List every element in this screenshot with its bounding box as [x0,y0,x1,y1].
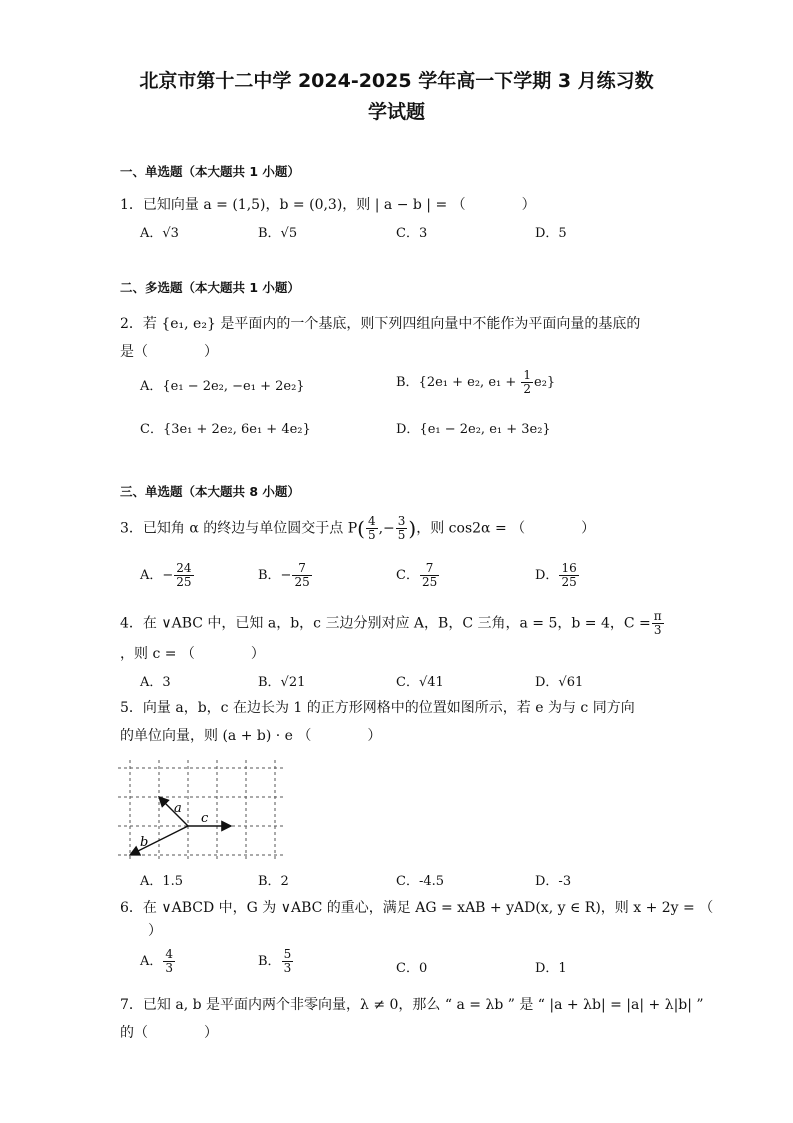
section-heading-2: 二、多选题（本大题共 1 小题） [120,280,300,295]
fraction-denominator: 3 [653,623,662,637]
fraction-denominator: 25 [561,575,577,589]
vector-grid-figure [118,760,286,860]
fraction-numerator: 4 [165,947,174,961]
q3-py-fraction [396,515,408,542]
question-1-text: 1．已知向量 a = (1,5)，b = (0,3)，则 | a − b | = （ ） [120,197,536,213]
q3-pre: 3．已知角 α 的终边与单位圆交于点 P [120,520,358,537]
q6-option-c: C．0 [396,961,428,976]
fraction-numerator: 5 [283,947,292,961]
q3-post: ，则 cos2α = （ ） [416,520,596,537]
option-label: A．− [140,568,174,583]
q5-option-b: B．2 [258,874,289,889]
fraction-numerator: 4 [367,514,376,528]
fraction-denominator: 2 [523,382,532,396]
fraction-numerator: 24 [176,561,192,575]
fraction-denominator: 5 [367,528,376,542]
question-4-line1 [120,610,665,637]
q2-option-b-head: B．{2e₁ + e₂, e₁ + [396,375,521,390]
q2-option-d: D．{e₁ − 2e₂, e₁ + 3e₂} [396,422,551,437]
q5-option-c: C．-4.5 [396,874,445,889]
question-7-line2: 的（ ） [120,1025,218,1041]
q5-option-d: D．-3 [535,874,572,889]
fraction-denominator: 5 [397,528,406,542]
section-heading-1: 一、单选题（本大题共 1 小题） [120,164,300,179]
option-label: C． [396,568,419,583]
fraction-denominator: 25 [294,575,310,589]
q5-option-a: A．1.5 [140,874,184,889]
fraction-numerator: 1 [523,368,532,382]
vector-a-label: a [174,801,182,816]
option-label: B．− [258,568,292,583]
question-5-line2: 的单位向量，则 (a + b) · e （ ） [120,728,382,744]
question-6-line2: ） [120,923,162,939]
q3-option-b [258,562,313,589]
q2-option-a: A．{e₁ − 2e₂, −e₁ + 2e₂} [140,379,305,394]
question-3-text: 3．已知角 α 的终边与单位圆交于点 P( $\frac{4}{5}$ ,− $\frac{3}{5}$ )，则 cos2α = （ ） [120,514,596,542]
vector-c-label: c [201,811,209,826]
q4-text: 4．在 ∨ABC 中，已知 a，b，c 三边分别对应 A，B，C 三角，a = 5，b = 4，C = [120,615,651,632]
fraction-denominator: 25 [176,575,192,589]
q6-option-a [140,948,176,975]
q3-option-d [535,562,580,589]
q2-option-b-tail: e₂} [534,375,556,390]
question-4-line2: ，则 c = （ ） [120,646,265,662]
vector-b-label: b [140,835,149,850]
fraction-denominator: 25 [421,575,438,589]
q2-option-b [396,369,555,396]
q1-option-c: C．3 [396,226,428,241]
q6-option-b [258,948,294,975]
fraction-numerator: π [653,609,662,623]
q2-option-b-fraction [521,369,533,396]
fraction-denominator: 3 [165,961,174,975]
q4-option-c: C．√41 [396,675,444,690]
fraction-numerator: 7 [420,562,439,576]
option-label: B． [258,954,281,969]
document-title-line1: 北京市第十二中学 2024-2025 学年高一下学期 3 月练习数 [139,70,654,92]
q4-option-d: D．√61 [535,675,584,690]
question-2-line2: 是（ ） [120,344,218,360]
q3-px-fraction [366,515,378,542]
q3-option-c [396,562,440,589]
question-5-line1: 5．向量 a，b，c 在边长为 1 的正方形网格中的位置如图所示，若 e 为与 c 同方向 [120,700,635,716]
q4-option-a: A．3 [140,675,171,690]
option-label: A． [140,954,163,969]
fraction-numerator: 16 [561,561,577,575]
question-6-line1: 6．在 ∨ABCD 中，G 为 ∨ABC 的重心，满足 AG = xAB + yAD(x, y ∈ R)，则 x + 2y = （ [120,900,714,916]
document-title-line2: 学试题 [367,101,425,123]
q1-option-d: D．5 [535,226,567,241]
question-2-line1: 2．若 {e₁, e₂} 是平面内的一个基底，则下列四组向量中不能作为平面向量的基底的 [120,316,641,332]
fraction-denominator: 3 [283,961,292,975]
q6-option-d: D．1 [535,961,567,976]
question-7-line1: 7．已知 a, b 是平面内两个非零向量，λ ≠ 0，那么 “ a = λb ” 是 “ |a + λb| = |a| + λ|b| ” [120,997,704,1013]
q3-option-a [140,562,195,589]
q1-option-b: B．√5 [258,226,298,241]
q1-option-a: A．√3 [140,226,179,241]
fraction-numerator: 7 [292,562,311,576]
q2-option-c: C．{3e₁ + 2e₂, 6e₁ + 4e₂} [140,422,311,437]
q4-option-b: B．√21 [258,675,306,690]
section-heading-3: 三、单选题（本大题共 8 小题） [120,484,300,499]
fraction-numerator: 3 [397,514,406,528]
option-label: D． [535,568,559,583]
